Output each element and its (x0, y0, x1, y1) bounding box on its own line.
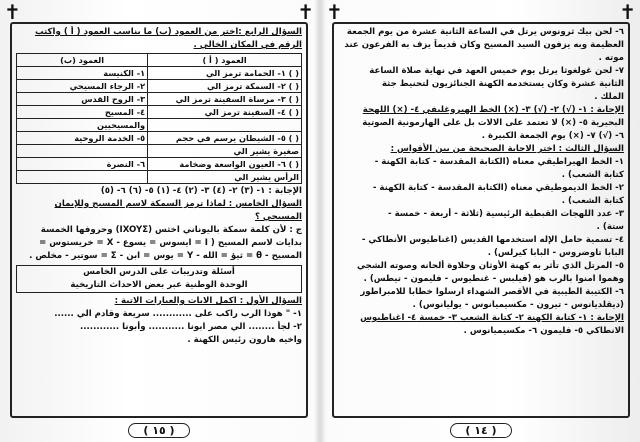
table-row (17, 132, 302, 145)
question-1-line: ٢- لجأ ........ الي مصر ابونا ........... وأبونا ............ (80, 322, 302, 332)
table-cell-a: الرأس يشير الي (148, 171, 302, 184)
table-row (17, 158, 302, 171)
table-cell-b: ٤- المسيح (17, 106, 148, 119)
table-cell-a: ( ) ٥- الشيطان يرسم في حجم (148, 132, 302, 145)
question-3-line: ١- الخط الهيراطيقي معناه (الكتابة المقدسة - كتابة الكهنة - (374, 157, 624, 167)
table-cell-a: ( ) ٦- العيون الواسعة وضخامة (148, 158, 302, 171)
table-cell-b: ٥- الخدمة الروحية (17, 132, 148, 145)
question-1-title: السؤال الأول : اكمل الايات والعبارات الاتية : (114, 296, 302, 306)
page-number: ( ١٥ ) (128, 423, 189, 438)
answer-line: الإجابة : ١- (√) ٢- (√) ٣- (×) الخط الهيروغليفي ٤- (×) اللهجة (362, 105, 624, 115)
column-b-header: العمود (ب) (17, 54, 148, 67)
question-3-line: ٣- عدد اللهجات القبطية الرئيسية (ثلاثة - أربعة - خمسة - (388, 209, 624, 219)
question-3-line: كتابة الشعب) . (561, 170, 624, 180)
question-1-line: واخيه هارون رئيس الكهنة . (187, 335, 302, 345)
answer-line: ٦- (√) ٧- (×) يوم الجمعة الكبيرة . (481, 131, 624, 141)
table-row (17, 106, 302, 119)
cross-icon: ✝ (4, 0, 21, 24)
section-title: أسئلة وتدريبات على الدرس الخامس (83, 267, 235, 277)
table-cell-a: ( ) ٢- السمكة ترمز الي (148, 80, 302, 93)
question-5-answer-line: المسيح - θ = ثيؤ = الله - Y = يوس = ابن - Σ = سوتير - مخلص . (29, 251, 302, 261)
question-5-title-cont: المسيحي ؟ (254, 212, 302, 222)
table-cell-b (17, 171, 148, 184)
question-4-title: السؤال الرابع :اختر من العمود (ب) ما يناسب العمود ( أ ) واكتب (34, 27, 302, 37)
question-4-answer: الإجابة : ١- (٣) ٢- (٤) ٣- (٢) ٤- (١) ٥- (٦) ٦- (٥) (100, 186, 302, 196)
section-subtitle: الوحدة الوطنية عبر بعض الاحداث التاريخية (70, 280, 248, 290)
table-row (17, 67, 302, 80)
table-cell-b: والمسيحيين (17, 119, 148, 132)
question-3-line: ٢- الخط الديموطيقي معناه (الكتابة المقدسة - كتابة الكهنة - (372, 183, 624, 193)
table-cell-b: ٣- الروح القدس (17, 93, 148, 106)
page-number: ( ١٤ ) (450, 423, 511, 438)
question-5-title: السؤال الخامس : لماذا ترمز السمكة لاسم المسيح وللإيمان (54, 199, 302, 209)
column-a-header: العمود ( أ ) (148, 54, 302, 67)
cross-icon: ✝ (619, 0, 636, 24)
question-3-line: وهموا امنوا بالرب هو (فيلبس - غنطيوس - فليمون - تيطس) . (363, 274, 624, 284)
cross-icon: ✝ (326, 0, 343, 24)
question-3-line: البابا تاوضروس - البابا كيرلس) . (487, 248, 624, 258)
text-line: العظيمة وبه يزفون السيد المسيح وكان قديماً يزف به الفرعون عند (344, 40, 624, 50)
table-cell-a (148, 119, 302, 132)
table-row (17, 145, 302, 158)
question-3-line: (ديقلديانوس - تيرون - مكسيميانوس - يوليانوس) . (412, 300, 624, 310)
left-page (0, 0, 318, 442)
table-cell-b: ٢- الرجاء المسيحي (17, 80, 148, 93)
table-row (17, 93, 302, 106)
answer-line: البحيرية ٥- (×) لا تعتمد على الالات بل على الهارمونية الصوتية (362, 118, 624, 128)
question-5-answer-line: بدايات لاسم المسيح ( I = ايسوس = يسوع - X = خريستوس = (39, 238, 302, 248)
page-footer (322, 419, 640, 438)
question-3-line: ٤- تسمية حامل الإله استخدمها القديس (اغناطيوس الأنطاكي - (361, 235, 624, 245)
table-row (17, 80, 302, 93)
table-cell-a: ( ) ١- الحمامة ترمز الي (148, 67, 302, 80)
question-3-title: السؤال الثالث : اختر الاجابة الصحيحة من بين الأقواس : (390, 144, 624, 154)
table-cell-b: ٦- النصرة (17, 158, 148, 171)
table-cell-a: صغيرة يشير الي (148, 145, 302, 158)
answer-line: الانطاكي ٥- فليمون ٦- مكسيميانوس . (463, 326, 624, 336)
answer-line: الإجابة : ١- كتابة الكهنة ٢- كتابة الشعب ٣- خمسة ٤- اغناطيوس (360, 313, 624, 323)
table-row (17, 171, 302, 184)
question-3-line: ٦- الكتيبة الطيبية في الأقصر الشهداء ارسلوا خطابا للامبراطور (360, 287, 624, 297)
right-page (322, 0, 640, 442)
text-line: الثانية عشرة وكان يستخدمه الكهنة الجنائزيون لتحنيط جثة (381, 79, 624, 89)
table-cell-b: ١- الكنيسة (17, 67, 148, 80)
question-1-line: ١- " هوذا الرب راكب على ............ سريعة وقادم الي ...... (54, 309, 302, 319)
text-line: ٦- لحن بيك ثرونوس يرتل في الساعة الثانية عشرة من يوم الجمعة (346, 27, 624, 37)
right-page-content (338, 26, 624, 414)
text-line: الملك . (594, 92, 624, 102)
question-4-title-cont: الرقم في المكان الخالي . (193, 40, 302, 50)
table-cell-b (17, 145, 148, 158)
section-header-box (16, 265, 302, 293)
cross-icon: ✝ (297, 0, 314, 24)
question-3-line: ٥- المرتل الذي تأثر به كهنة الأوثان وحلاوة ألحانه وصوته الشجي (356, 261, 624, 271)
table-cell-a: ( ) ٣- مرساة السفينة ترمز الي (148, 93, 302, 106)
table-header-row (17, 54, 302, 67)
page-footer (0, 419, 318, 438)
text-line: موته . (598, 53, 624, 63)
left-page-content (16, 26, 302, 414)
text-line: ٧- لحن غولغوثا يرتل يوم خميس العهد في نهاية صلاة الساعة (369, 66, 624, 76)
question-3-line: كتابة الشعب) . (561, 196, 624, 206)
question-5-answer-line: ج : لأن كلمة سمكة باليوناني اخثس (IXOYΣ) وحروفها الخمسة (40, 225, 302, 235)
question-3-line: ستة) . (596, 222, 624, 232)
matching-table (16, 53, 302, 184)
table-cell-a: ( ) ٤- السفينة ترمز الي (148, 106, 302, 119)
table-row (17, 119, 302, 132)
